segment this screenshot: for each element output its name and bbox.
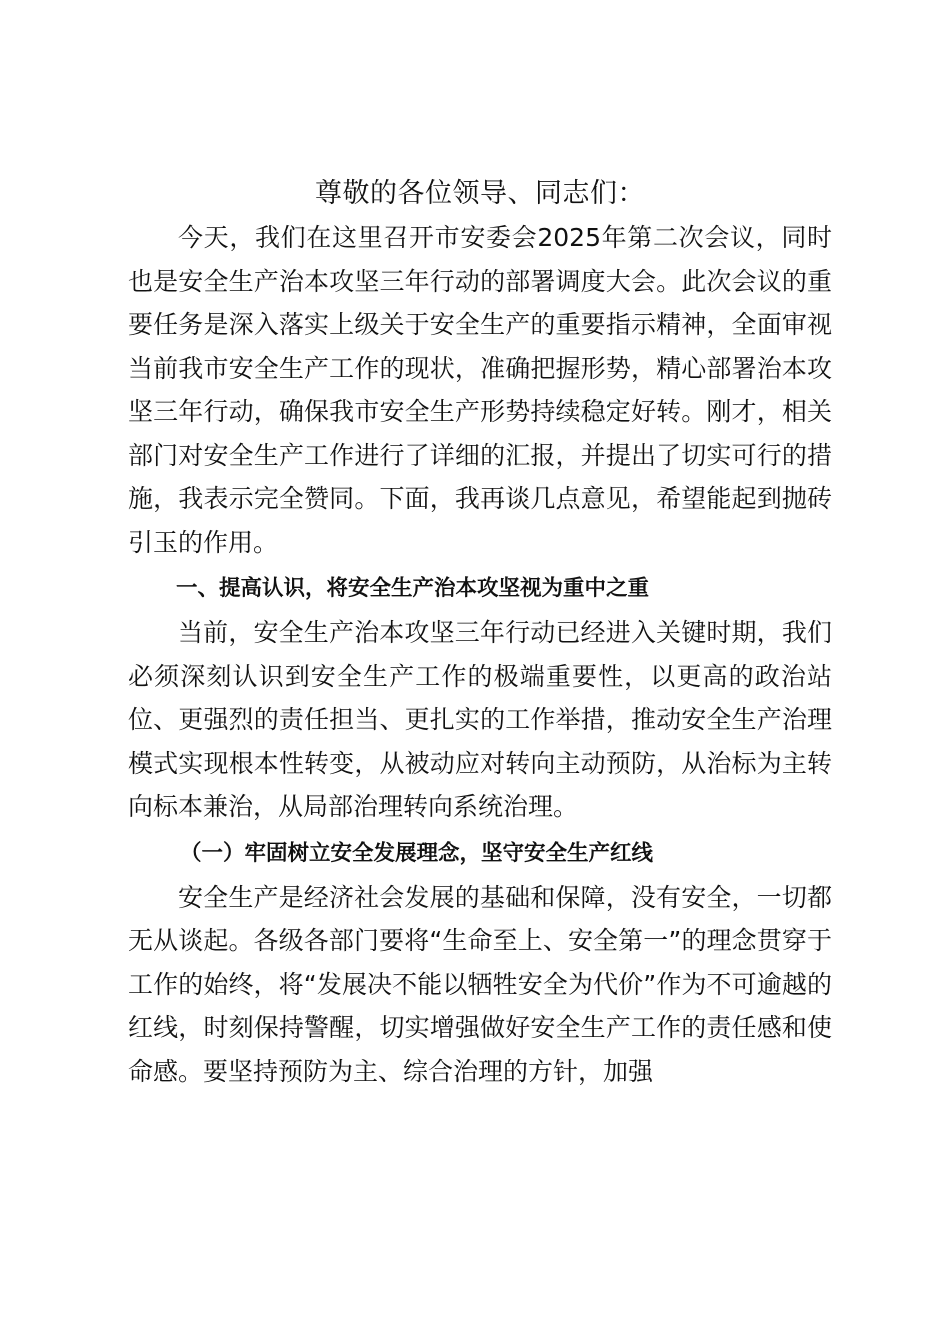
- section-1-paragraph: 当前，安全生产治本攻坚三年行动已经进入关键时期，我们必须深刻认识到安全生产工作的极端重要性，以更高的政治站位、更强烈的责任担当、更扎实的工作举措，推动安全生产治理模式实现根本性转变，从被动应对转向主动预防，从治标为主转向标本兼治，从局部治理转向系统治理。: [128, 618, 832, 821]
- section-heading-1: 一、提高认识，将安全生产治本攻坚视为重中之重: [176, 576, 650, 601]
- salutation: 尊敬的各位领导、同志们：: [315, 178, 645, 209]
- subsection-1-paragraph: 安全生产是经济社会发展的基础和保障，没有安全，一切都无从谈起。各级各部门要将“生命至上、安全第一”的理念贯穿于工作的始终，将“发展决不能以牺牲安全为代价”作为不可逾越的红线，时刻保持警醒，切实增强做好安全生产工作的责任感和使命感。要坚持预防为主、综合治理的方针，加强: [128, 882, 832, 1086]
- intro-paragraph: 今天，我们在这里召开市安委会2025年第二次会议，同时也是安全生产治本攻坚三年行动的部署调度大会。此次会议的重要任务是深入落实上级关于安全生产的重要指示精神，全面审视当前我市安全生产工作的现状，准确把握形势，精心部署治本攻坚三年行动，确保我市安全生产形势持续稳定好转。刚才，相关部门对安全生产工作进行了详细的汇报，并提出了切实可行的措施，我表示完全赞同。下面，我再谈几点意见，希望能起到抛砖引玉的作用。: [128, 223, 832, 557]
- subsection-heading-1: （一）牢固树立安全发展理念，坚守安全生产红线: [180, 840, 654, 866]
- document-body: [128, 172, 832, 1093]
